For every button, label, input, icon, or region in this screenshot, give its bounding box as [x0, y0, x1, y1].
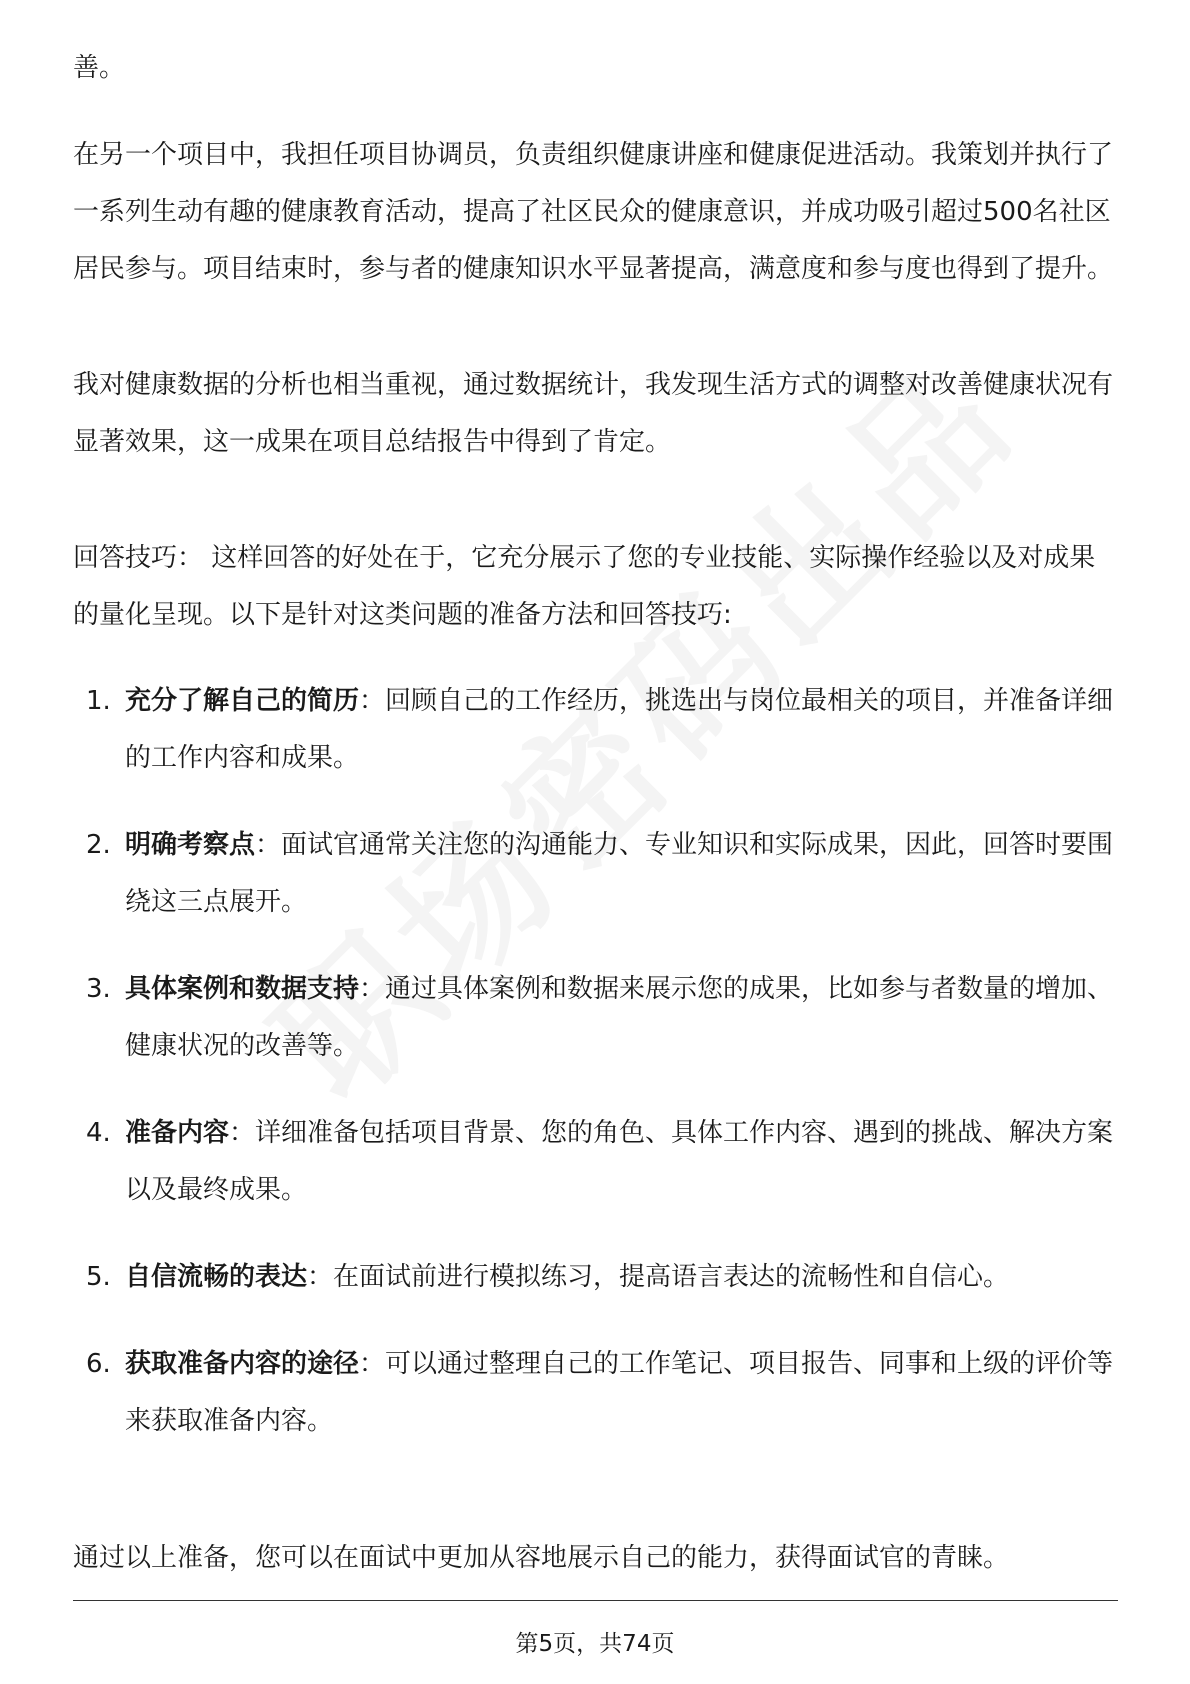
- list-item: [73, 1336, 1118, 1450]
- footer-divider: [73, 1600, 1118, 1601]
- list-item-text: ：通过具体案例和数据来展示您的成果，比如参与者数量的增加、健康状况的改善等。: [125, 974, 1114, 1061]
- list-item-text: ：面试官通常关注您的沟通能力、专业知识和实际成果，因此，回答时要围绕这三点展开。: [125, 830, 1114, 917]
- paragraph-data-analysis: 我对健康数据的分析也相当重视，通过数据统计，我发现生活方式的调整对改善健康状况有显著效果，这一成果在项目总结报告中得到了肯定。: [73, 370, 1114, 457]
- list-item-title: 具体案例和数据支持: [125, 974, 360, 1004]
- paragraph-answer-tips: 回答技巧： 这样回答的好处在于，它充分展示了您的专业技能、实际操作经验以及对成果的量化呈现。以下是针对这类问题的准备方法和回答技巧:: [73, 543, 1096, 630]
- paragraph-conclusion: 通过以上准备，您可以在面试中更加从容地展示自己的能力，获得面试官的青睐。: [73, 1543, 1010, 1573]
- list-item-text: ：详细准备包括项目背景、您的角色、具体工作内容、遇到的挑战、解决方案以及最终成果。: [125, 1118, 1114, 1205]
- paragraph-continuation: 善。: [73, 53, 126, 83]
- list-item-text: ：回顾自己的工作经历，挑选出与岗位最相关的项目，并准备详细的工作内容和成果。: [125, 686, 1114, 773]
- list-item-text: ：在面试前进行模拟练习，提高语言表达的流畅性和自信心。: [307, 1262, 1010, 1292]
- list-item-number: 6.: [86, 1349, 111, 1379]
- list-item: [73, 1249, 1118, 1306]
- list-item: [73, 673, 1118, 787]
- list-item-title: 充分了解自己的简历: [125, 686, 360, 716]
- list-item-title: 明确考察点: [125, 830, 256, 860]
- list-item-title: 准备内容: [125, 1118, 230, 1148]
- list-item: [73, 961, 1118, 1075]
- list-item-number: 1.: [86, 686, 111, 716]
- list-item: [73, 817, 1118, 931]
- list-item-title: 获取准备内容的途径: [125, 1349, 360, 1379]
- list-item: [73, 1105, 1118, 1219]
- list-item-text: ：可以通过整理自己的工作笔记、项目报告、同事和上级的评价等来获取准备内容。: [125, 1349, 1114, 1436]
- list-item-number: 2.: [86, 830, 111, 860]
- preparation-list: [73, 673, 1118, 1450]
- list-item-number: 3.: [86, 974, 111, 1004]
- list-item-number: 4.: [86, 1118, 111, 1148]
- list-item-title: 自信流畅的表达: [125, 1262, 308, 1292]
- page-number: 第5页，共74页: [515, 1631, 675, 1657]
- list-item-number: 5.: [86, 1262, 111, 1292]
- paragraph-project-coordinator: 在另一个项目中，我担任项目协调员，负责组织健康讲座和健康促进活动。我策划并执行了一系列生动有趣的健康教育活动，提高了社区民众的健康意识，并成功吸引超过500名社区居民参与。项目结束时，参与者的健康知识水平显著提高，满意度和参与度也得到了提升。: [73, 140, 1114, 284]
